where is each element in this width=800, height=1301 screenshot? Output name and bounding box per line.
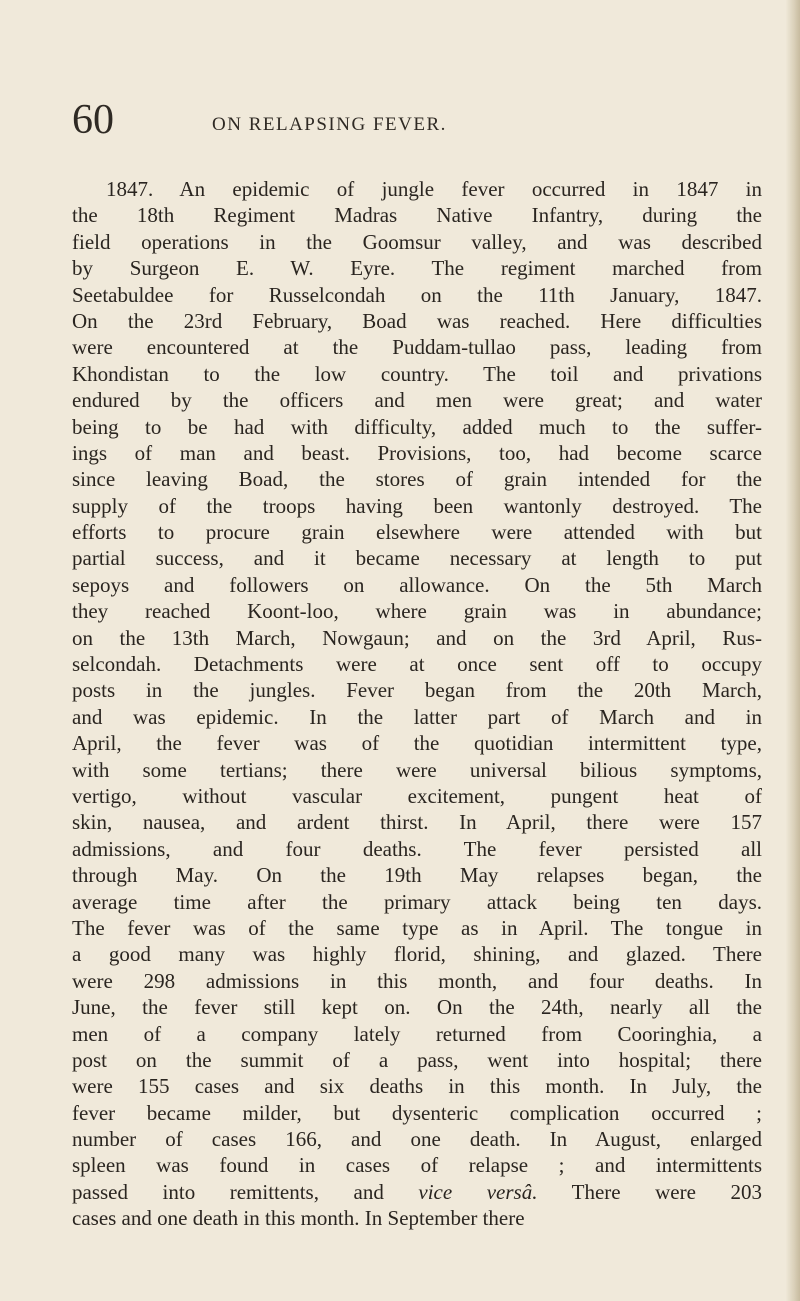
text-segment: passed into remittents, and [72, 1179, 384, 1204]
text-line: ings of man and beast. Provisions, too, had become scarce [72, 440, 762, 465]
text-line: fever became milder, but dysenteric complication occurred ; [72, 1100, 762, 1125]
text-line: number of cases 166, and one death. In August, enlarged [72, 1127, 762, 1152]
text-line: and was epidemic. In the latter part of March and in [72, 704, 762, 729]
text-line: through May. On the 19th May relapses began, the [72, 863, 762, 888]
text-line: field operations in the Goomsur valley, and was described [72, 229, 762, 254]
text-line: men of a company lately returned from Cooringhia, a [72, 1021, 762, 1046]
text-line: June, the fever still kept on. On the 24th, nearly all the [72, 995, 762, 1020]
body-paragraph [72, 176, 762, 1232]
text-line-with-italic [72, 1179, 762, 1205]
text-line: April, the fever was of the quotidian intermittent type, [72, 731, 762, 756]
text-line: posts in the jungles. Fever began from the 20th March, [72, 678, 762, 703]
text-line: by Surgeon E. W. Eyre. The regiment marched from [72, 256, 762, 281]
text-line: skin, nausea, and ardent thirst. In April, there were 157 [72, 810, 762, 835]
text-line: since leaving Boad, the stores of grain intended for the [72, 467, 762, 492]
page-header [72, 96, 762, 156]
text-line: supply of the troops having been wantonly destroyed. The [72, 493, 762, 518]
text-line: a good many was highly florid, shining, and glazed. There [72, 942, 762, 967]
text-line: On the 23rd February, Boad was reached. Here difficulties [72, 308, 762, 333]
text-line: post on the summit of a pass, went into hospital; there [72, 1047, 762, 1072]
text-line: were 298 admissions in this month, and four deaths. In [72, 968, 762, 993]
text-line: cases and one death in this month. In September there [72, 1206, 525, 1231]
text-line: with some tertians; there were universal bilious symptoms, [72, 757, 762, 782]
text-line: sepoys and followers on allowance. On the 5th March [72, 572, 762, 597]
text-line: being to be had with difficulty, added much to the suffer- [72, 414, 762, 439]
text-line: selcondah. Detachments were at once sent off to occupy [72, 652, 762, 677]
text-line: they reached Koont-loo, where grain was in abundance; [72, 599, 762, 624]
text-segment: There were 203 [571, 1179, 762, 1204]
text-line: endured by the officers and men were great; and water [72, 388, 762, 413]
text-line: efforts to procure grain elsewhere were attended with but [72, 520, 762, 545]
text-line: were encountered at the Puddam-tullao pass, leading from [72, 335, 762, 360]
text-line: Khondistan to the low country. The toil and privations [72, 361, 762, 386]
text-line: average time after the primary attack being ten days. [72, 889, 762, 914]
text-line: admissions, and four deaths. The fever persisted all [72, 836, 762, 861]
italic-phrase: vice versâ. [418, 1179, 538, 1204]
text-line: on the 13th March, Nowgaun; and on the 3rd April, Rus- [72, 625, 762, 650]
text-line: The fever was of the same type as in April. The tongue in [72, 915, 762, 940]
text-line: partial success, and it became necessary at length to put [72, 546, 762, 571]
page-edge-shadow [786, 0, 800, 1301]
text-line: Seetabuldee for Russelcondah on the 11th January, 1847. [72, 282, 762, 307]
text-line: the 18th Regiment Madras Native Infantry, during the [72, 203, 762, 228]
text-line: 1847. An epidemic of jungle fever occurred in 1847 in [106, 177, 762, 201]
text-line: were 155 cases and six deaths in this month. In July, the [72, 1074, 762, 1099]
text-line: spleen was found in cases of relapse ; and intermittents [72, 1153, 762, 1178]
page-number: 60 [72, 97, 114, 143]
running-head: ON RELAPSING FEVER. [212, 114, 447, 135]
text-line: vertigo, without vascular excitement, pungent heat of [72, 783, 762, 808]
